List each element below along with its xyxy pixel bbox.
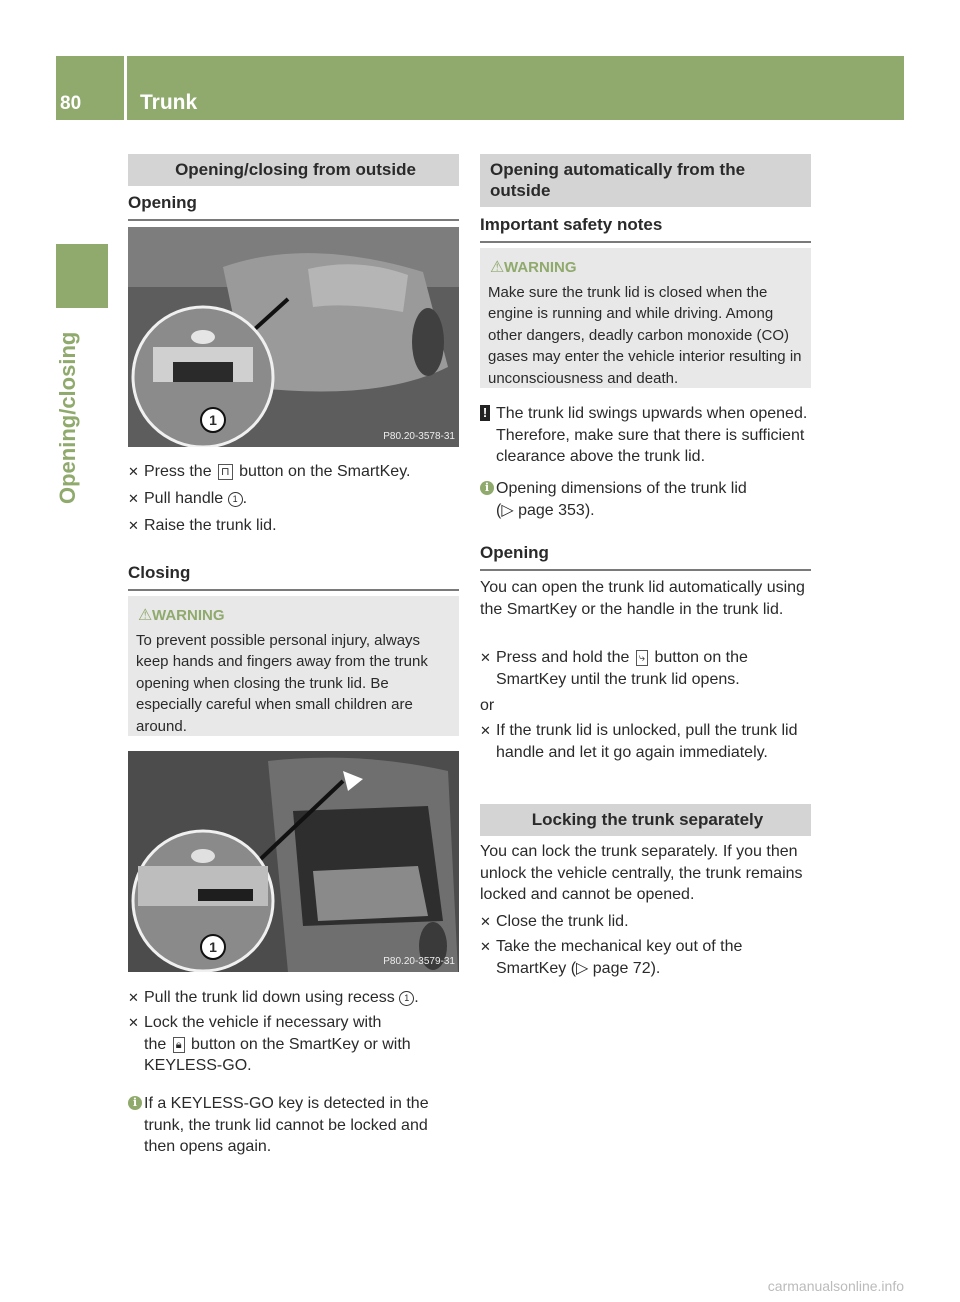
trunk-open-icon: ⤷ [636,650,648,666]
callout-ref: 1 [228,492,243,507]
info-note: i If a KEYLESS-GO key is detected in the trunk, the trunk lid cannot be locked and then opens again. [128,1093,459,1158]
photo-caption: P80.20-3578-31 [383,431,455,442]
step-arrow-icon: ✕ [128,1015,139,1030]
callout-1: 1 [200,407,226,433]
callout-1: 1 [200,934,226,960]
section-title: Opening/closing from outside [128,154,459,186]
warning-text: To prevent possible personal injury, always keep hands and fingers away from the trunk opening when closing the trunk lid. Be especially careful when small children are around. [136,631,428,735]
step-lock-vehicle: ✕ Lock the vehicle if necessary with the 🔒︎ button on the SmartKey or with KEYLESS-GO. [128,1014,411,1074]
photo-caption: P80.20-3579-31 [383,956,455,967]
lock-icon: 🔒︎ [173,1037,185,1053]
chapter-tab-label: Opening/closing [55,331,80,504]
safety-heading: Important safety notes [480,214,811,243]
open-trunk-illustration [128,751,459,972]
caution-note: ! The trunk lid swings upwards when opened. Therefore, make sure that there is sufficient clearance above the trunk lid. [480,403,811,468]
step-close-lid: ✕ Close the trunk lid. [480,911,811,933]
step-arrow-icon: ✕ [128,491,139,506]
warning-label: WARNING [152,607,225,624]
step-arrow-icon: ✕ [128,990,139,1005]
step-arrow-icon: ✕ [480,650,491,665]
opening-heading: Opening [128,192,459,221]
warning-text: Make sure the trunk lid is closed when the engine is running and while driving. Among other dangers, deadly carbon monoxide (CO) gases may enter the vehicle interior resulting in unconsciousness and death. [488,283,802,387]
step-arrow-icon: ✕ [480,914,491,929]
step-pull-handle: ✕ If the trunk lid is unlocked, pull the trunk lid handle and let it go again immediately. [480,722,798,761]
step-take-key: ✕ Take the mechanical key out of the SmartKey (▷ page 72). [480,938,743,977]
section-title: Opening automatically from the outside [480,154,811,207]
caution-icon: ! [480,405,490,421]
info-icon: i [128,1096,142,1110]
header-divider [124,56,127,120]
step-arrow-icon: ✕ [128,464,139,479]
warning-box [128,596,459,736]
step-arrow-icon: ✕ [480,939,491,954]
or-text: or [480,697,495,714]
trunk-recess-photo [128,751,459,972]
warning-box [480,248,811,388]
page-number: 80 [60,93,82,114]
step-pull-handle: ✕ Pull handle 1 . [128,488,459,510]
step-arrow-icon: ✕ [128,518,139,533]
step-press-button: ✕ Press the ⊓ button on the SmartKey. [128,461,459,483]
step-arrow-icon: ✕ [480,723,491,738]
car-rear-illustration [128,227,459,447]
page-reference-link[interactable]: (▷ page 353). [496,501,595,519]
locking-title: Locking the trunk separately [480,804,811,836]
locking-text: You can lock the trunk separately. If you then unlock the vehicle centrally, the trunk remains locked and cannot be opened. [480,843,803,903]
warning-triangle-icon: ⚠ [138,607,153,624]
opening-heading: Opening [480,542,811,571]
unlock-trunk-icon: ⊓ [218,464,233,480]
watermark: carmanualsonline.info [767,1278,904,1294]
info-icon: i [480,481,494,495]
info-note: i Opening dimensions of the trunk lid (▷ page 353). [480,478,811,521]
warning-triangle-icon: ⚠ [490,259,505,276]
closing-heading: Closing [128,562,459,591]
trunk-handle-photo [128,227,459,447]
step-raise-lid: ✕ Raise the trunk lid. [128,515,459,537]
callout-ref: 1 [399,991,414,1006]
step-press-hold: ✕ Press and hold the ⤷ button on the SmartKey until the trunk lid opens. [480,649,748,688]
step-pull-lid-down: ✕ Pull the trunk lid down using recess 1 . [128,987,459,1009]
chapter-tab-marker [56,244,108,308]
opening-text: You can open the trunk lid automatically using the SmartKey or the handle in the trunk lid. [480,579,805,618]
page-title: Trunk [140,91,198,114]
warning-label: WARNING [504,259,577,276]
